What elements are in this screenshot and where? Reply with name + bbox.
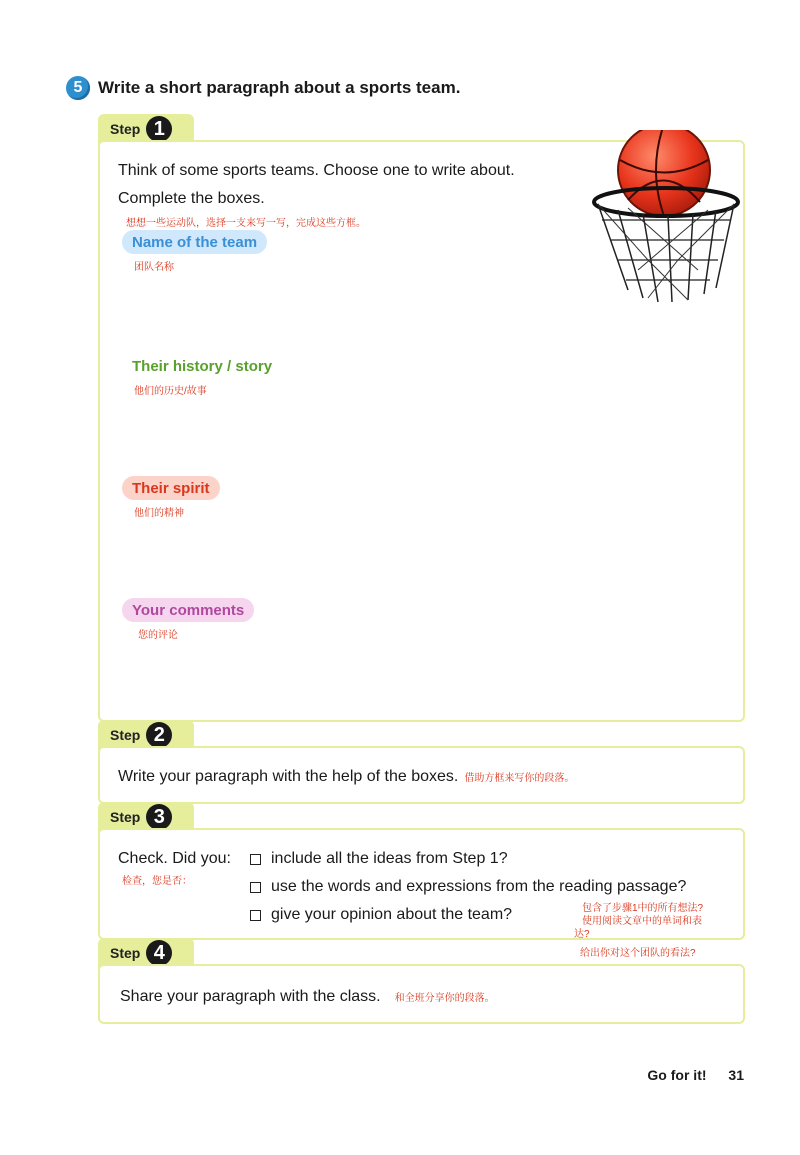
step3-number: 3: [146, 804, 172, 830]
step1-instruction-line2: Complete the boxes.: [118, 190, 265, 207]
field-label-spirit: Their spirit: [122, 476, 220, 500]
step4-word: Step: [110, 945, 141, 961]
step2-box: [98, 746, 745, 804]
step4-box: [98, 964, 745, 1024]
step4-cn: 和全班分享你的段落。: [394, 993, 495, 1004]
book-title: Go for it!: [647, 1067, 707, 1083]
field-label-history: Their history / story: [122, 354, 282, 378]
checkbox[interactable]: [250, 910, 261, 921]
checkbox[interactable]: [250, 882, 261, 893]
step3-lead: Check. Did you:: [118, 850, 231, 867]
cn-note: 包含了步骤1中的所有想法?: [582, 903, 704, 914]
exercise-number-badge: 5: [66, 76, 90, 100]
exercise-title-text: Write a short paragraph about a sports team.: [98, 78, 461, 97]
check-item: [250, 878, 686, 896]
check-item-text: use the words and expressions from the reading passage?: [271, 878, 687, 895]
step3-box: [98, 828, 745, 940]
checkbox[interactable]: [250, 854, 261, 865]
cn-note: 达?: [574, 929, 590, 940]
field-cn-history: 他们的历史/故事: [134, 386, 207, 397]
step3-lead-cn: 检查，您是否：: [122, 876, 192, 887]
field-label-comments: Your comments: [122, 598, 254, 622]
page-number: 31: [728, 1067, 744, 1083]
check-item: [250, 906, 512, 924]
step1-box: [98, 140, 745, 722]
check-item-text: include all the ideas from Step 1?: [271, 850, 508, 867]
cn-note: 使用阅读文章中的单词和表: [582, 916, 702, 927]
check-item: [250, 850, 508, 868]
step2-text: Write your paragraph with the help of the boxes.: [118, 768, 459, 785]
basketball-hoop-illustration: [588, 130, 744, 310]
step1-instruction-line1: Think of some sports teams. Choose one to write about.: [118, 162, 515, 179]
step2-cn: 借助方框来写你的段落。: [464, 773, 575, 784]
step4-number: 4: [146, 940, 172, 966]
step1-instruction-cn: 想想一些运动队，选择一支来写一写，完成这些方框。: [126, 218, 366, 229]
check-item-text: give your opinion about the team?: [271, 906, 513, 923]
field-cn-spirit: 他们的精神: [134, 508, 184, 519]
field-cn-team-name: 团队名称: [134, 262, 174, 273]
step1-word: Step: [110, 121, 141, 137]
page-footer: [647, 1067, 744, 1083]
field-cn-comments: 您的评论: [138, 630, 178, 641]
step2-word: Step: [110, 727, 141, 743]
exercise-title: [66, 76, 460, 100]
step2-number: 2: [146, 722, 172, 748]
cn-note: 给出你对这个团队的看法?: [580, 948, 696, 959]
step1-number: 1: [146, 116, 172, 142]
step4-text: Share your paragraph with the class.: [120, 988, 381, 1005]
step3-word: Step: [110, 809, 141, 825]
field-label-team-name: Name of the team: [122, 230, 267, 254]
step3-cn-notes: [574, 902, 704, 941]
